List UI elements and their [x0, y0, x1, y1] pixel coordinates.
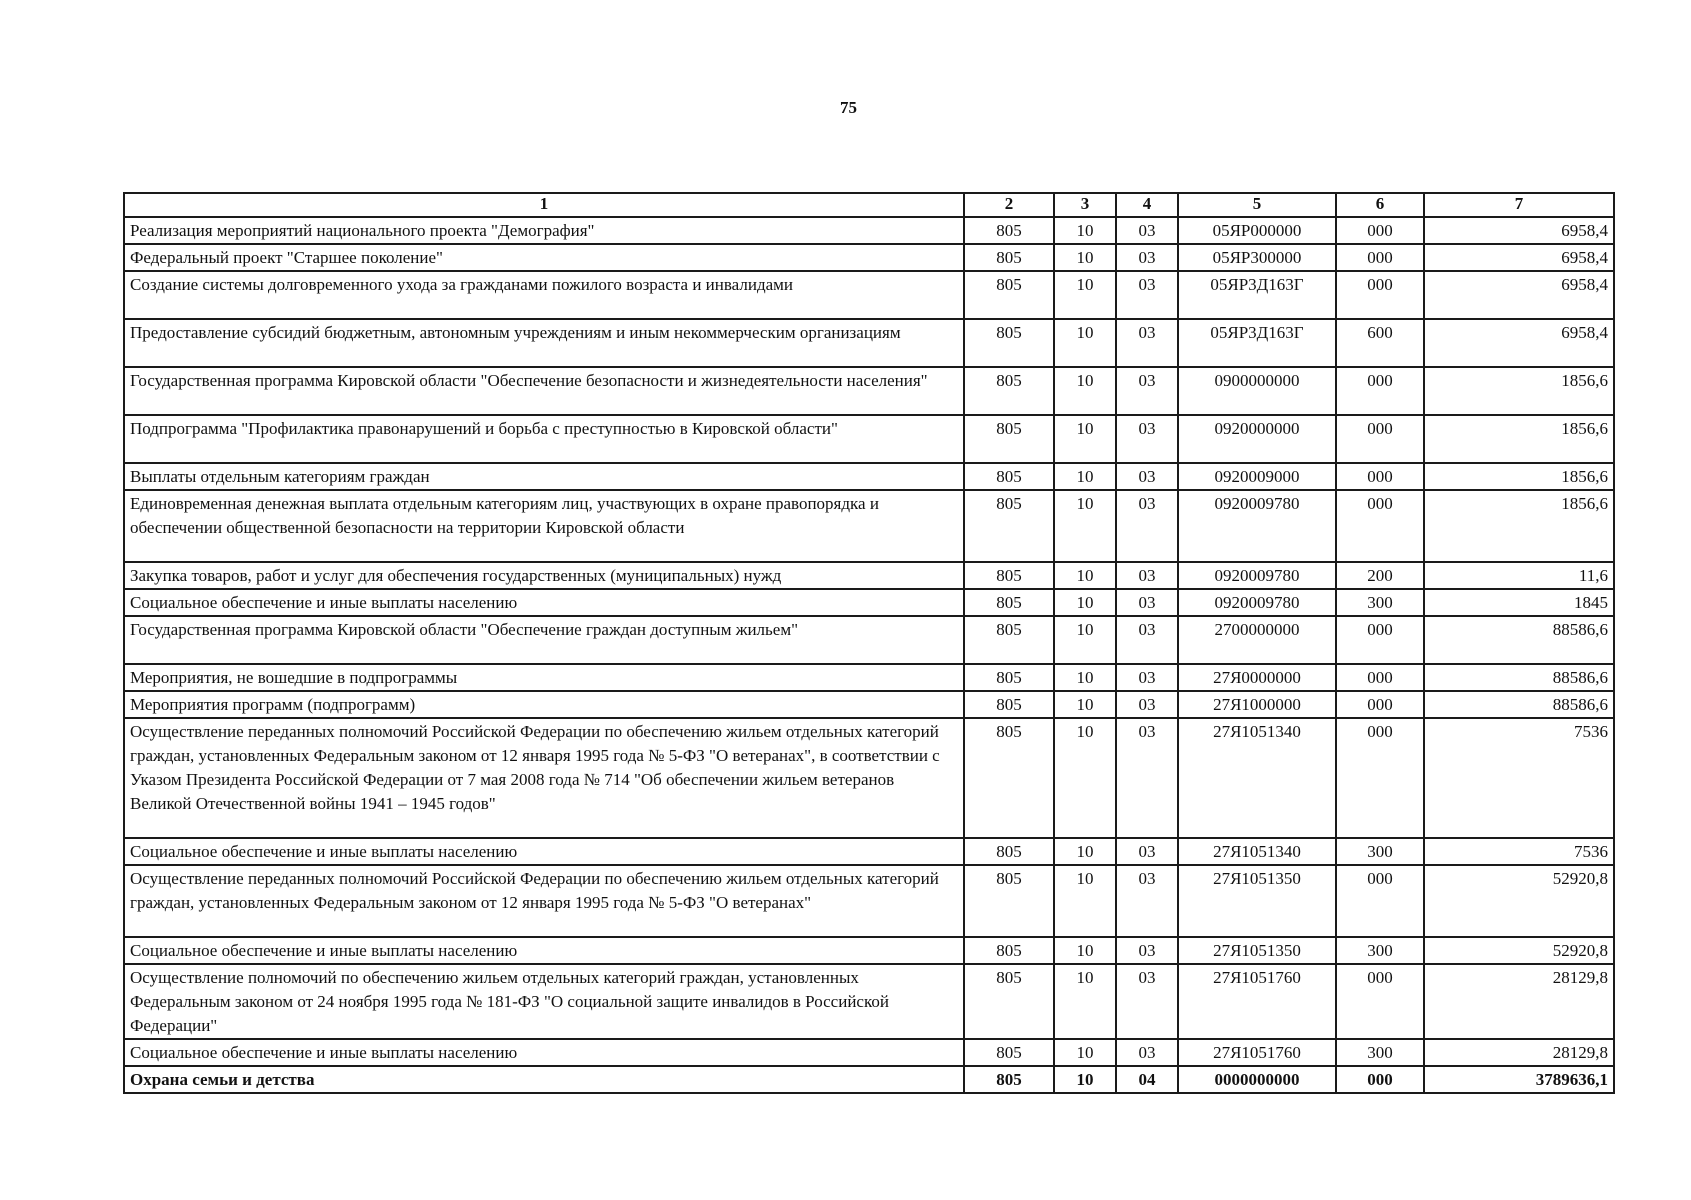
cell-vr: 000: [1336, 367, 1424, 415]
cell-sum: 88586,6: [1424, 691, 1614, 718]
cell-csr: 2700000000: [1178, 616, 1336, 664]
header-col-3: 3: [1054, 193, 1116, 217]
table-row: [124, 415, 1614, 463]
cell-name: Осуществление переданных полномочий Российской Федерации по обеспечению жильем отдельных категорий граждан, установленных Федеральным законом от 12 января 1995 года № 5-ФЗ "О ветеранах", в соответствии с Указом Президента Российской Федерации от 7 мая 2008 года № 714 "Об обеспечении жильем ветеранов Великой Отечественной войны 1941 – 1945 годов": [124, 718, 964, 838]
cell-vr: 000: [1336, 490, 1424, 562]
cell-sum: 1856,6: [1424, 367, 1614, 415]
cell-ved: 805: [964, 319, 1054, 367]
cell-sum: 6958,4: [1424, 319, 1614, 367]
cell-rz: 10: [1054, 865, 1116, 937]
cell-csr: 27Я1000000: [1178, 691, 1336, 718]
cell-pr: 03: [1116, 691, 1178, 718]
cell-sum: 1845: [1424, 589, 1614, 616]
cell-csr: 27Я1051760: [1178, 1039, 1336, 1066]
table-row: [124, 964, 1614, 1039]
cell-ved: 805: [964, 865, 1054, 937]
cell-vr: 600: [1336, 319, 1424, 367]
cell-vr: 000: [1336, 1066, 1424, 1093]
cell-name: Социальное обеспечение и иные выплаты населению: [124, 589, 964, 616]
header-col-5: 5: [1178, 193, 1336, 217]
table-row: [124, 562, 1614, 589]
cell-vr: 300: [1336, 838, 1424, 865]
cell-ved: 805: [964, 367, 1054, 415]
cell-pr: 03: [1116, 865, 1178, 937]
cell-pr: 03: [1116, 838, 1178, 865]
cell-vr: 300: [1336, 937, 1424, 964]
cell-rz: 10: [1054, 616, 1116, 664]
table-row: [124, 664, 1614, 691]
table-row: [124, 865, 1614, 937]
cell-vr: 000: [1336, 463, 1424, 490]
cell-sum: 88586,6: [1424, 616, 1614, 664]
cell-ved: 805: [964, 244, 1054, 271]
cell-pr: 03: [1116, 937, 1178, 964]
table-row: [124, 589, 1614, 616]
cell-ved: 805: [964, 1039, 1054, 1066]
cell-csr: 27Я1051760: [1178, 964, 1336, 1039]
cell-sum: 1856,6: [1424, 490, 1614, 562]
cell-ved: 805: [964, 463, 1054, 490]
cell-ved: 805: [964, 616, 1054, 664]
cell-sum: 28129,8: [1424, 1039, 1614, 1066]
table-row: [124, 244, 1614, 271]
cell-pr: 03: [1116, 367, 1178, 415]
cell-name: Осуществление переданных полномочий Российской Федерации по обеспечению жильем отдельных категорий граждан, установленных Федеральным законом от 12 января 1995 года № 5-ФЗ "О ветеранах": [124, 865, 964, 937]
cell-csr: 0920009780: [1178, 562, 1336, 589]
cell-rz: 10: [1054, 838, 1116, 865]
cell-ved: 805: [964, 1066, 1054, 1093]
cell-csr: 0000000000: [1178, 1066, 1336, 1093]
cell-name: Осуществление полномочий по обеспечению жильем отдельных категорий граждан, установленных Федеральным законом от 24 ноября 1995 года № 181-ФЗ "О социальной защите инвалидов в Российской Федерации": [124, 964, 964, 1039]
cell-name: Государственная программа Кировской области "Обеспечение безопасности и жизнедеятельности населения": [124, 367, 964, 415]
cell-name: Реализация мероприятий национального проекта "Демография": [124, 217, 964, 244]
cell-vr: 000: [1336, 664, 1424, 691]
cell-ved: 805: [964, 415, 1054, 463]
cell-pr: 03: [1116, 589, 1178, 616]
cell-vr: 300: [1336, 1039, 1424, 1066]
cell-sum: 1856,6: [1424, 415, 1614, 463]
cell-vr: 000: [1336, 271, 1424, 319]
cell-name: Социальное обеспечение и иные выплаты населению: [124, 1039, 964, 1066]
table-row: [124, 616, 1614, 664]
cell-pr: 03: [1116, 244, 1178, 271]
cell-vr: 000: [1336, 865, 1424, 937]
cell-sum: 28129,8: [1424, 964, 1614, 1039]
cell-csr: 27Я1051340: [1178, 838, 1336, 865]
cell-name: Охрана семьи и детства: [124, 1066, 964, 1093]
cell-ved: 805: [964, 589, 1054, 616]
cell-vr: 000: [1336, 691, 1424, 718]
cell-rz: 10: [1054, 562, 1116, 589]
header-col-7: 7: [1424, 193, 1614, 217]
cell-sum: 11,6: [1424, 562, 1614, 589]
cell-name: Социальное обеспечение и иные выплаты населению: [124, 937, 964, 964]
cell-rz: 10: [1054, 664, 1116, 691]
cell-vr: 300: [1336, 589, 1424, 616]
header-col-6: 6: [1336, 193, 1424, 217]
cell-csr: 27Я0000000: [1178, 664, 1336, 691]
header-col-2: 2: [964, 193, 1054, 217]
cell-vr: 000: [1336, 217, 1424, 244]
cell-ved: 805: [964, 718, 1054, 838]
cell-pr: 03: [1116, 415, 1178, 463]
cell-rz: 10: [1054, 463, 1116, 490]
cell-vr: 000: [1336, 616, 1424, 664]
header-col-1: 1: [124, 193, 964, 217]
cell-rz: 10: [1054, 964, 1116, 1039]
cell-name: Мероприятия программ (подпрограмм): [124, 691, 964, 718]
cell-rz: 10: [1054, 271, 1116, 319]
cell-ved: 805: [964, 937, 1054, 964]
cell-ved: 805: [964, 691, 1054, 718]
cell-ved: 805: [964, 838, 1054, 865]
header-row: [124, 193, 1614, 217]
table-row: [124, 490, 1614, 562]
page-number: 75: [840, 98, 857, 117]
cell-name: Федеральный проект "Старшее поколение": [124, 244, 964, 271]
cell-rz: 10: [1054, 1066, 1116, 1093]
cell-ved: 805: [964, 562, 1054, 589]
cell-sum: 6958,4: [1424, 244, 1614, 271]
cell-csr: 05ЯР300000: [1178, 244, 1336, 271]
cell-csr: 0920009000: [1178, 463, 1336, 490]
cell-pr: 03: [1116, 271, 1178, 319]
table-row: [124, 319, 1614, 367]
cell-csr: 0920009780: [1178, 589, 1336, 616]
budget-table: [123, 192, 1615, 1094]
cell-rz: 10: [1054, 718, 1116, 838]
table-row: [124, 691, 1614, 718]
cell-name: Создание системы долговременного ухода за гражданами пожилого возраста и инвалидами: [124, 271, 964, 319]
cell-vr: 000: [1336, 964, 1424, 1039]
cell-rz: 10: [1054, 244, 1116, 271]
table-row: [124, 1039, 1614, 1066]
cell-csr: 27Я1051350: [1178, 937, 1336, 964]
cell-name: Закупка товаров, работ и услуг для обеспечения государственных (муниципальных) нужд: [124, 562, 964, 589]
cell-rz: 10: [1054, 490, 1116, 562]
cell-name: Выплаты отдельным категориям граждан: [124, 463, 964, 490]
cell-name: Государственная программа Кировской области "Обеспечение граждан доступным жильем": [124, 616, 964, 664]
cell-sum: 88586,6: [1424, 664, 1614, 691]
cell-csr: 27Я1051350: [1178, 865, 1336, 937]
cell-name: Подпрограмма "Профилактика правонарушений и борьба с преступностью в Кировской области": [124, 415, 964, 463]
cell-vr: 200: [1336, 562, 1424, 589]
cell-ved: 805: [964, 271, 1054, 319]
cell-csr: 27Я1051340: [1178, 718, 1336, 838]
cell-sum: 52920,8: [1424, 865, 1614, 937]
cell-csr: 05ЯР000000: [1178, 217, 1336, 244]
cell-rz: 10: [1054, 217, 1116, 244]
cell-csr: 0920000000: [1178, 415, 1336, 463]
header-col-4: 4: [1116, 193, 1178, 217]
cell-pr: 03: [1116, 217, 1178, 244]
cell-pr: 03: [1116, 664, 1178, 691]
cell-sum: 3789636,1: [1424, 1066, 1614, 1093]
cell-csr: 0900000000: [1178, 367, 1336, 415]
cell-rz: 10: [1054, 691, 1116, 718]
table-row: [124, 271, 1614, 319]
cell-csr: 05ЯР3Д163Г: [1178, 271, 1336, 319]
cell-rz: 10: [1054, 319, 1116, 367]
table-row: [124, 718, 1614, 838]
cell-rz: 10: [1054, 415, 1116, 463]
cell-pr: 03: [1116, 319, 1178, 367]
cell-rz: 10: [1054, 367, 1116, 415]
cell-sum: 1856,6: [1424, 463, 1614, 490]
cell-sum: 52920,8: [1424, 937, 1614, 964]
cell-vr: 000: [1336, 718, 1424, 838]
cell-ved: 805: [964, 664, 1054, 691]
table-row: [124, 1066, 1614, 1093]
cell-name: Предоставление субсидий бюджетным, автономным учреждениям и иным некоммерческим организациям: [124, 319, 964, 367]
table-row: [124, 937, 1614, 964]
table-row: [124, 367, 1614, 415]
cell-pr: 04: [1116, 1066, 1178, 1093]
cell-pr: 03: [1116, 718, 1178, 838]
cell-rz: 10: [1054, 589, 1116, 616]
cell-name: Единовременная денежная выплата отдельным категориям лиц, участвующих в охране правопорядка и обеспечении общественной безопасности на территории Кировской области: [124, 490, 964, 562]
cell-rz: 10: [1054, 1039, 1116, 1066]
cell-csr: 05ЯР3Д163Г: [1178, 319, 1336, 367]
cell-pr: 03: [1116, 562, 1178, 589]
cell-pr: 03: [1116, 1039, 1178, 1066]
cell-ved: 805: [964, 217, 1054, 244]
cell-pr: 03: [1116, 463, 1178, 490]
cell-pr: 03: [1116, 490, 1178, 562]
cell-sum: 7536: [1424, 718, 1614, 838]
cell-vr: 000: [1336, 415, 1424, 463]
table-row: [124, 217, 1614, 244]
cell-sum: 6958,4: [1424, 217, 1614, 244]
cell-name: Мероприятия, не вошедшие в подпрограммы: [124, 664, 964, 691]
cell-ved: 805: [964, 964, 1054, 1039]
table-body: [124, 217, 1614, 1093]
cell-sum: 6958,4: [1424, 271, 1614, 319]
cell-ved: 805: [964, 490, 1054, 562]
cell-name: Социальное обеспечение и иные выплаты населению: [124, 838, 964, 865]
table-row: [124, 463, 1614, 490]
cell-sum: 7536: [1424, 838, 1614, 865]
cell-vr: 000: [1336, 244, 1424, 271]
table-row: [124, 838, 1614, 865]
cell-rz: 10: [1054, 937, 1116, 964]
cell-pr: 03: [1116, 964, 1178, 1039]
cell-pr: 03: [1116, 616, 1178, 664]
cell-csr: 0920009780: [1178, 490, 1336, 562]
